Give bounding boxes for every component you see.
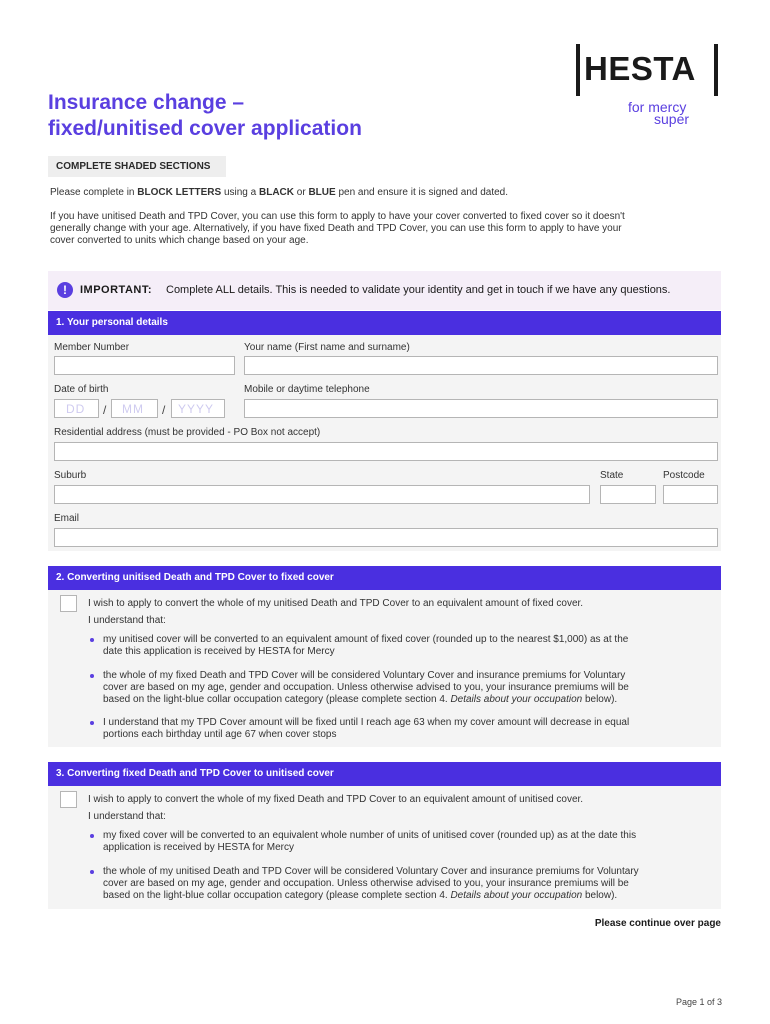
fixed-to-unitised-checkbox-label: I wish to apply to convert the whole of my fixed Death and TPD Cover to an equivalent amount of unitised cover. bbox=[88, 794, 584, 805]
dob-day-placeholder: DD bbox=[66, 402, 86, 416]
residential-address-label: Residential address (must be provided - PO Box not accept) bbox=[54, 427, 321, 438]
bullet-text-1: my unitised cover will be converted to an equivalent amount of fixed cover (rounded up to the nearest $1,000) as at the date this application is received by HESTA for Mercy bbox=[103, 634, 629, 657]
logo-bar-left bbox=[576, 44, 580, 96]
state-field[interactable] bbox=[600, 485, 656, 504]
page-title-line1: Insurance change – bbox=[48, 91, 245, 114]
dob-year-placeholder: YYYY bbox=[178, 402, 215, 416]
fixed-to-unitised-checkbox[interactable] bbox=[60, 791, 77, 808]
section-1-heading: 1. Your personal details bbox=[48, 311, 721, 335]
page-title-line2: fixed/unitised cover application bbox=[48, 117, 362, 140]
residential-address-field[interactable] bbox=[54, 442, 718, 461]
important-label: IMPORTANT: bbox=[80, 284, 153, 296]
member-number-label: Member Number bbox=[54, 342, 130, 353]
postcode-field[interactable] bbox=[663, 485, 718, 504]
unitised-to-fixed-checkbox[interactable] bbox=[60, 595, 77, 612]
understand-label: I understand that: bbox=[88, 811, 166, 822]
section-personal-details bbox=[48, 311, 721, 551]
bullet-text-1: my fixed cover will be converted to an equivalent whole number of units of unitised cover (rounded up) as at the date this application is received by HESTA for Mercy bbox=[103, 830, 637, 853]
exclamation-icon: ! bbox=[57, 282, 73, 298]
your-name-field[interactable] bbox=[244, 356, 718, 375]
dob-month-placeholder: MM bbox=[122, 402, 144, 416]
telephone-label: Mobile or daytime telephone bbox=[244, 384, 370, 395]
logo-bar-right bbox=[714, 44, 718, 96]
section-fixed-to-unitised bbox=[48, 762, 721, 909]
page-number: Page 1 of 3 bbox=[675, 997, 722, 1007]
dob-slash-1: / bbox=[103, 403, 107, 417]
suburb-label: Suburb bbox=[54, 470, 87, 481]
logo-subtitle-line1: for mercy bbox=[628, 99, 687, 115]
section-unitised-to-fixed bbox=[48, 566, 721, 747]
state-label: State bbox=[600, 470, 624, 481]
dob-slash-2: / bbox=[162, 403, 166, 417]
understand-label: I understand that: bbox=[88, 615, 166, 626]
complete-shaded-sections-tag: COMPLETE SHADED SECTIONS bbox=[48, 156, 226, 177]
email-label: Email bbox=[54, 513, 80, 524]
intro-paragraph-1: Please complete in BLOCK LETTERS using a BLACK or BLUE pen and ensure it is signed and dated. bbox=[50, 187, 509, 198]
hesta-logo: HESTA bbox=[584, 50, 696, 87]
important-text: Complete ALL details. This is needed to validate your identity and get in touch if we have any questions. bbox=[166, 284, 671, 296]
date-of-birth-label: Date of birth bbox=[54, 384, 109, 395]
important-banner bbox=[48, 271, 721, 310]
bullet-dot bbox=[90, 721, 94, 725]
section-3-heading: 3. Converting fixed Death and TPD Cover to unitised cover bbox=[48, 762, 721, 786]
bullet-dot bbox=[90, 870, 94, 874]
bullet-dot bbox=[90, 834, 94, 838]
email-field[interactable] bbox=[54, 528, 718, 547]
logo-subtitle-line2: super bbox=[654, 111, 690, 127]
intro-paragraph-2: If you have unitised Death and TPD Cover, you can use this form to apply to have your cover converted to fixed cover so it doesn't generally change with your age. Alternatively, if you have fixed Death and TPD Cover, you can use this form to apply to have your cover converted to units which change based on your age. bbox=[50, 211, 625, 246]
your-name-label: Your name (First name and surname) bbox=[244, 342, 410, 353]
bullet-dot bbox=[90, 674, 94, 678]
suburb-field[interactable] bbox=[54, 485, 590, 504]
bullet-text-3: I understand that my TPD Cover amount will be fixed until I reach age 63 when my cover amount will decrease in equal portions each birthday until age 67 when cover stops bbox=[103, 717, 630, 740]
member-number-field[interactable] bbox=[54, 356, 235, 375]
bullet-text-2: the whole of my fixed Death and TPD Cover will be considered Voluntary Cover and insurance premiums for Voluntary cover are based on my age, gender and occupation. Unless otherwise advised to you, your insurance premiums will be based on the light-blue collar occupation category (please complete section 4. Details about your occupation below). bbox=[103, 670, 629, 705]
section-2-heading: 2. Converting unitised Death and TPD Cover to fixed cover bbox=[48, 566, 721, 590]
postcode-label: Postcode bbox=[663, 470, 705, 481]
telephone-field[interactable] bbox=[244, 399, 718, 418]
bullet-dot bbox=[90, 638, 94, 642]
bullet-text-2: the whole of my unitised Death and TPD Cover will be considered Voluntary Cover and insurance premiums for Voluntary cover are based on my age, gender and occupation. Unless otherwise advised to you, your insurance premiums will be based on the light-blue collar occupation category (please complete section 4. Details about your occupation below). bbox=[103, 866, 639, 901]
continue-over-page-note: Please continue over page bbox=[594, 918, 721, 929]
unitised-to-fixed-checkbox-label: I wish to apply to convert the whole of my unitised Death and TPD Cover to an equivalent amount of fixed cover. bbox=[88, 598, 584, 609]
